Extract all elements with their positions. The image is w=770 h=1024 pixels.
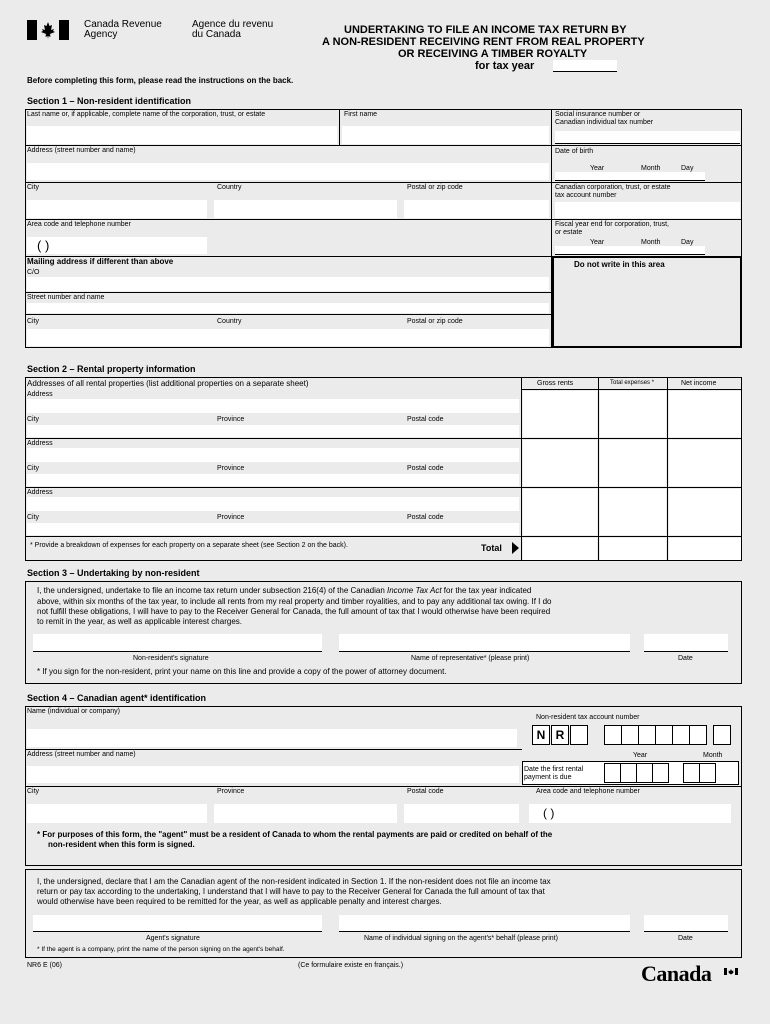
agent-city-label: City bbox=[27, 788, 40, 795]
postal-label: Postal or zip code bbox=[407, 184, 463, 191]
tax-year-field[interactable] bbox=[553, 60, 617, 72]
agent-postal-field[interactable] bbox=[404, 804, 519, 823]
property1-address-field[interactable] bbox=[27, 399, 519, 413]
postal-field[interactable] bbox=[404, 200, 549, 218]
section4-heading: Section 4 – Canadian agent* identification bbox=[27, 693, 207, 703]
canada-flag-logo bbox=[27, 20, 69, 40]
representative-label: Name of representative* (please print) bbox=[411, 655, 530, 662]
nr-account-digit[interactable] bbox=[713, 725, 731, 745]
agent-name-label: Name (individual or company) bbox=[27, 708, 120, 715]
nr-account-prefix-r: R bbox=[551, 725, 569, 745]
co-label: C/O bbox=[27, 269, 40, 276]
agent-signature-field[interactable] bbox=[33, 915, 322, 932]
first-name-label: First name bbox=[344, 111, 378, 118]
agent-definition-note-1: * For purposes of this form, the "agent" must be a resident of Canada to whom the rental payments are paid or credited on behalf of the bbox=[37, 830, 553, 839]
rent-date-digit[interactable] bbox=[683, 763, 700, 783]
property1-province-label: Province bbox=[217, 416, 245, 423]
property1-net-field[interactable] bbox=[669, 391, 741, 437]
dob-day-label: Day bbox=[681, 165, 694, 172]
agency-name-en-2: Agency bbox=[84, 29, 118, 40]
rent-date-digit[interactable] bbox=[604, 763, 621, 783]
do-not-write-area bbox=[552, 256, 742, 348]
rent-date-digit[interactable] bbox=[652, 763, 669, 783]
property3-address-field[interactable] bbox=[27, 497, 519, 511]
corp-account-label: Canadian corporation, trust, or estate bbox=[555, 184, 671, 191]
address-field[interactable] bbox=[27, 163, 549, 180]
agent-declaration-3: would otherwise have been required to be remitted for the year, as well as applicable penalty and interest charges. bbox=[37, 897, 442, 906]
total-expenses-field[interactable] bbox=[600, 538, 666, 560]
agent-definition-note-2: non-resident when this form is signed. bbox=[48, 840, 195, 849]
mail-postal-label: Postal or zip code bbox=[407, 318, 463, 325]
agent-address-field[interactable] bbox=[27, 766, 519, 783]
property2-address-label: Address bbox=[27, 440, 53, 447]
city-label: City bbox=[27, 184, 40, 191]
agent-phone-label: Area code and telephone number bbox=[536, 788, 640, 795]
dob-year-label: Year bbox=[590, 165, 605, 172]
date-first-rental-label-2: payment is due bbox=[524, 774, 572, 781]
sin-label-2: Canadian individual tax number bbox=[555, 119, 654, 126]
undertaking-text-1: I, the undersigned, undertake to file an income tax return under subsection 216(4) of the Canadian Income Tax Act for the tax year indicated bbox=[37, 586, 532, 595]
phone-label: Area code and telephone number bbox=[27, 221, 131, 228]
nr-account-digit[interactable] bbox=[638, 725, 656, 745]
total-arrow-icon bbox=[512, 542, 519, 554]
total-label: Total bbox=[481, 543, 502, 553]
rent-month-label: Month bbox=[703, 752, 723, 759]
form-title-line-1: UNDERTAKING TO FILE AN INCOME TAX RETURN BY bbox=[344, 24, 627, 36]
total-gross-field[interactable] bbox=[523, 538, 597, 560]
wordmark-flag-icon bbox=[724, 962, 738, 969]
country-field[interactable] bbox=[214, 200, 397, 218]
nr-account-digit[interactable] bbox=[655, 725, 673, 745]
street-field[interactable] bbox=[27, 303, 549, 313]
agent-city-field[interactable] bbox=[27, 804, 207, 823]
nr-account-digit[interactable] bbox=[570, 725, 588, 745]
dob-field[interactable] bbox=[555, 172, 705, 181]
nr-signature-label: Non-resident's signature bbox=[133, 655, 209, 662]
agent-signer-label: Name of individual signing on the agent's* behalf (please print) bbox=[364, 935, 558, 942]
property1-postal-label: Postal code bbox=[407, 416, 444, 423]
last-name-field[interactable] bbox=[27, 126, 337, 144]
expenses-footnote: * Provide a breakdown of expenses for each property on a separate sheet (see Section 2 on the back). bbox=[30, 542, 348, 549]
property3-address-label: Address bbox=[27, 489, 53, 496]
agent-declaration-2: return or pay tax according to the undertaking, I understand that I will have to pay to the Receiver General for Canada the full amount of tax that bbox=[37, 887, 545, 896]
agent-phone-field[interactable] bbox=[529, 804, 731, 823]
section3-heading: Section 3 – Undertaking by non-resident bbox=[27, 568, 200, 578]
s3-date-label: Date bbox=[678, 655, 693, 662]
rent-year-label: Year bbox=[633, 752, 648, 759]
s3-date-field[interactable] bbox=[644, 634, 728, 652]
agent-date-field[interactable] bbox=[644, 915, 728, 932]
date-first-rental-label: Date the first rental bbox=[524, 766, 584, 773]
property2-city-label: City bbox=[27, 465, 40, 472]
property1-expenses-field[interactable] bbox=[600, 391, 666, 437]
nr-account-digit[interactable] bbox=[689, 725, 707, 745]
form-title-line-2: A NON-RESIDENT RECEIVING RENT FROM REAL PROPERTY bbox=[322, 36, 645, 48]
agent-province-label: Province bbox=[217, 788, 245, 795]
dob-month-label: Month bbox=[641, 165, 661, 172]
street-label: Street number and name bbox=[27, 294, 105, 301]
agent-declaration-1: I, the undersigned, declare that I am the Canadian agent of the non-resident indicated in Section 1. If the non-resident does not file an income tax bbox=[37, 877, 551, 886]
property3-expenses-field[interactable] bbox=[600, 489, 666, 535]
rent-date-digit[interactable] bbox=[699, 763, 716, 783]
fiscal-year-label: Year bbox=[590, 239, 605, 246]
tax-year-label: for tax year bbox=[475, 60, 535, 72]
agent-province-field[interactable] bbox=[214, 804, 397, 823]
fiscal-field[interactable] bbox=[555, 246, 705, 255]
nr-account-digit[interactable] bbox=[604, 725, 622, 745]
property2-net-field[interactable] bbox=[669, 440, 741, 486]
mailing-label: Mailing address if different than above bbox=[27, 257, 174, 266]
mail-country-label: Country bbox=[217, 318, 242, 325]
mail-city-label: City bbox=[27, 318, 40, 325]
section1-heading: Section 1 – Non-resident identification bbox=[27, 96, 192, 106]
representative-name-field[interactable] bbox=[339, 634, 630, 652]
agent-signature-label: Agent's signature bbox=[146, 935, 200, 942]
co-field[interactable] bbox=[27, 277, 549, 291]
nr-signature-field[interactable] bbox=[33, 634, 322, 652]
nr-account-label: Non-resident tax account number bbox=[536, 714, 640, 721]
nr-account-prefix-n: N bbox=[532, 725, 550, 745]
form-number: NR6 E (06) bbox=[27, 962, 63, 969]
nr-account-digit[interactable] bbox=[621, 725, 639, 745]
canada-wordmark: Canada bbox=[641, 961, 712, 986]
net-income-header: Net income bbox=[681, 380, 717, 387]
undertaking-text-4: to remit in the year, as well as applicable interest charges. bbox=[37, 617, 242, 626]
agent-date-label: Date bbox=[678, 935, 693, 942]
property3-gross-field[interactable] bbox=[523, 489, 597, 535]
property2-address-field[interactable] bbox=[27, 448, 519, 462]
property3-province-label: Province bbox=[217, 514, 245, 521]
property3-city-label: City bbox=[27, 514, 40, 521]
property3-net-field[interactable] bbox=[669, 489, 741, 535]
last-name-label: Last name or, if applicable, complete name of the corporation, trust, or estate bbox=[27, 111, 266, 118]
fiscal-day-label: Day bbox=[681, 239, 694, 246]
rent-date-digit[interactable] bbox=[636, 763, 653, 783]
rent-date-digit[interactable] bbox=[620, 763, 637, 783]
section2-heading: Section 2 – Rental property information bbox=[27, 364, 196, 374]
property2-gross-field[interactable] bbox=[523, 440, 597, 486]
first-name-field[interactable] bbox=[342, 126, 549, 144]
dob-label: Date of birth bbox=[555, 148, 594, 155]
agency-name-en: Canada Revenue bbox=[84, 19, 162, 30]
undertaking-text-3: not fulfill these obligations, I will have to pay to the Receiver General for Canada, the full amount of tax that I would otherwise have been required bbox=[37, 607, 551, 616]
city-field[interactable] bbox=[27, 200, 207, 218]
agency-name-fr: Agence du revenu bbox=[192, 19, 274, 30]
total-expenses-header: Total expenses * bbox=[610, 380, 655, 386]
country-label: Country bbox=[217, 184, 242, 191]
nr-account-digit[interactable] bbox=[672, 725, 690, 745]
property1-city-label: City bbox=[27, 416, 40, 423]
property2-expenses-field[interactable] bbox=[600, 440, 666, 486]
corp-account-label-2: tax account number bbox=[555, 192, 617, 199]
phone-field[interactable] bbox=[27, 237, 207, 254]
fiscal-label-2: or estate bbox=[555, 229, 583, 236]
agent-postal-label: Postal code bbox=[407, 788, 444, 795]
agent-address-label: Address (street number and name) bbox=[27, 751, 136, 758]
total-net-field[interactable] bbox=[669, 538, 741, 560]
company-agent-note: * If the agent is a company, print the name of the person signing on the agent's behalf. bbox=[37, 946, 285, 953]
undertaking-text-2: above, within six months of the tax year, to include all rents from my real property and timber royalities, and to pay any additional tax owing. If I do bbox=[37, 597, 552, 606]
sin-field[interactable] bbox=[555, 131, 740, 144]
agency-name-fr-2: du Canada bbox=[192, 29, 241, 40]
property3-city-field[interactable] bbox=[27, 523, 519, 535]
property2-city-field[interactable] bbox=[27, 474, 519, 486]
fiscal-label: Fiscal year end for corporation, trust, bbox=[555, 221, 669, 228]
sin-label: Social insurance number or bbox=[555, 111, 641, 118]
phone-paren: ( ) bbox=[37, 238, 50, 253]
property2-postal-label: Postal code bbox=[407, 465, 444, 472]
mail-city-field[interactable] bbox=[27, 329, 549, 346]
property1-address-label: Address bbox=[27, 391, 53, 398]
fiscal-month-label: Month bbox=[641, 239, 661, 246]
property2-province-label: Province bbox=[217, 465, 245, 472]
agent-phone-paren: ( ) bbox=[543, 806, 555, 820]
corp-account-field[interactable] bbox=[555, 202, 740, 218]
property1-gross-field[interactable] bbox=[523, 391, 597, 437]
gross-rents-header: Gross rents bbox=[537, 380, 574, 387]
do-not-write-label: Do not write in this area bbox=[574, 260, 665, 269]
agent-signer-name-field[interactable] bbox=[339, 915, 630, 932]
address-label: Address (street number and name) bbox=[27, 147, 136, 154]
power-of-attorney-note: * If you sign for the non-resident, print your name on this line and provide a copy of the power of attorney document. bbox=[37, 667, 447, 676]
property1-city-field[interactable] bbox=[27, 425, 519, 437]
property3-postal-label: Postal code bbox=[407, 514, 444, 521]
form-title-line-3: OR RECEIVING A TIMBER ROYALTY bbox=[398, 48, 588, 60]
instructions-note: Before completing this form, please read the instructions on the back. bbox=[27, 76, 294, 85]
addresses-heading: Addresses of all rental properties (list additional properties on a separate sheet) bbox=[27, 379, 309, 388]
agent-name-field[interactable] bbox=[27, 729, 517, 747]
french-version-note: (Ce formulaire existe en français.) bbox=[298, 962, 404, 969]
